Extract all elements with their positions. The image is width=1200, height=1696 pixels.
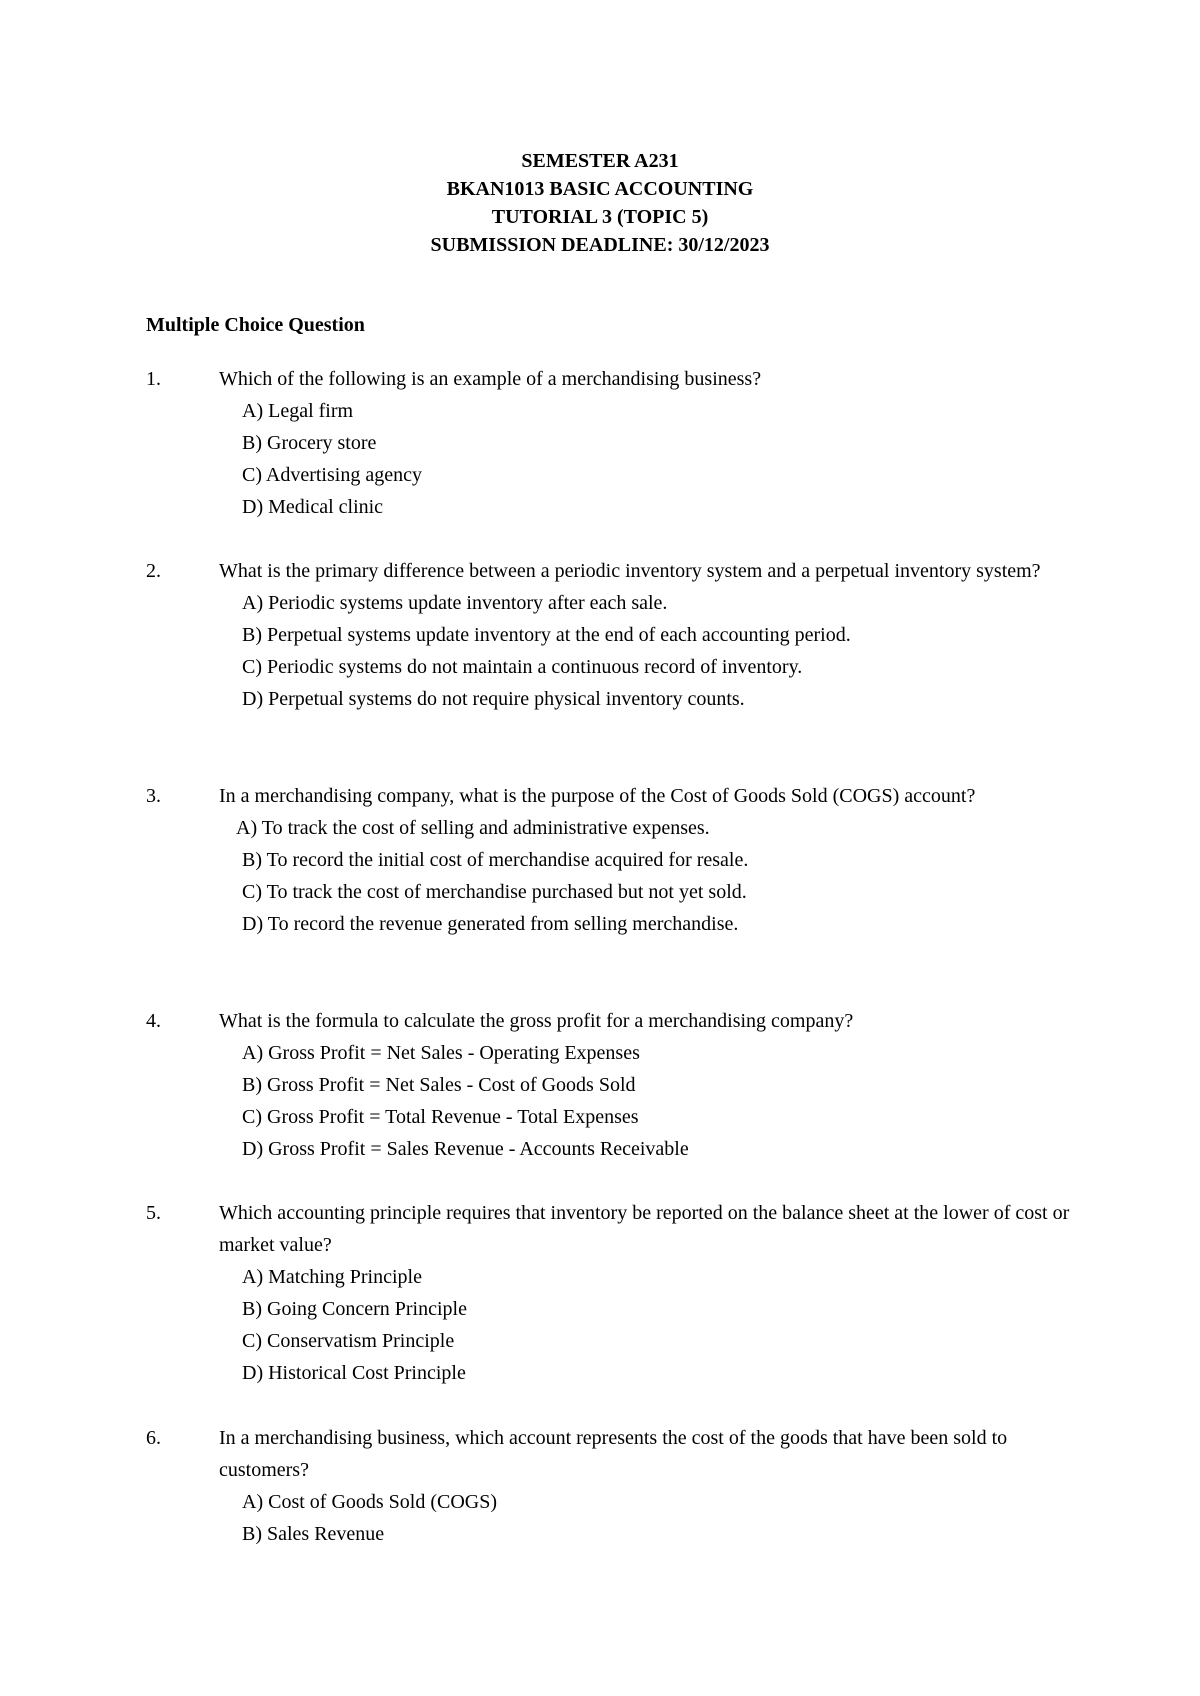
question-text: In a merchandising company, what is the purpose of the Cost of Goods Sold (COGS) account? — [219, 785, 976, 807]
option-a: A) Legal firm — [242, 400, 354, 422]
question-3 — [146, 780, 1086, 940]
option-b: B) Sales Revenue — [242, 1523, 385, 1545]
document-header — [0, 147, 1200, 259]
option-c: C) Gross Profit = Total Revenue - Total Expenses — [242, 1106, 639, 1128]
option-b: B) Grocery store — [242, 432, 377, 454]
option-b: B) To record the initial cost of merchandise acquired for resale. — [242, 849, 749, 871]
section-title: Multiple Choice Question — [146, 314, 365, 336]
question-text: Which accounting principle requires that inventory be reported on the balance sheet at the lower of cost or market value? — [219, 1202, 1070, 1256]
option-d: D) Gross Profit = Sales Revenue - Accounts Receivable — [242, 1138, 689, 1160]
question-number: 3. — [146, 785, 161, 807]
question-6 — [146, 1422, 1086, 1550]
option-c: C) Advertising agency — [242, 464, 422, 486]
deadline-line: SUBMISSION DEADLINE: 30/12/2023 — [430, 234, 770, 256]
option-a: A) Cost of Goods Sold (COGS) — [242, 1491, 498, 1513]
option-b: B) Perpetual systems update inventory at the end of each accounting period. — [242, 624, 851, 646]
option-a: A) Periodic systems update inventory after each sale. — [242, 592, 668, 614]
option-d: D) Historical Cost Principle — [242, 1362, 466, 1384]
question-number: 5. — [146, 1202, 161, 1224]
question-text: Which of the following is an example of a merchandising business? — [219, 368, 762, 390]
question-number: 6. — [146, 1427, 161, 1449]
option-c: C) Periodic systems do not maintain a continuous record of inventory. — [242, 656, 803, 678]
semester-line: SEMESTER A231 — [521, 150, 679, 172]
question-number: 4. — [146, 1010, 161, 1032]
option-a: A) Matching Principle — [242, 1266, 422, 1288]
question-text: What is the formula to calculate the gross profit for a merchandising company? — [219, 1010, 854, 1032]
tutorial-line: TUTORIAL 3 (TOPIC 5) — [491, 206, 709, 228]
option-d: D) To record the revenue generated from selling merchandise. — [242, 913, 739, 935]
question-number: 1. — [146, 368, 161, 390]
course-line: BKAN1013 BASIC ACCOUNTING — [446, 178, 754, 200]
question-text: In a merchandising business, which account represents the cost of the goods that have been sold to customers? — [219, 1427, 1008, 1481]
question-2 — [146, 555, 1086, 715]
option-b: B) Gross Profit = Net Sales - Cost of Goods Sold — [242, 1074, 636, 1096]
question-number: 2. — [146, 560, 161, 582]
option-c: C) Conservatism Principle — [242, 1330, 455, 1352]
option-b: B) Going Concern Principle — [242, 1298, 467, 1320]
option-a: A) To track the cost of selling and administrative expenses. — [236, 817, 710, 839]
question-1 — [146, 363, 1086, 523]
option-a: A) Gross Profit = Net Sales - Operating Expenses — [242, 1042, 640, 1064]
option-c: C) To track the cost of merchandise purchased but not yet sold. — [242, 881, 747, 903]
question-4 — [146, 1005, 1086, 1165]
question-text: What is the primary difference between a periodic inventory system and a perpetual inventory system? — [219, 560, 1041, 582]
question-5 — [146, 1197, 1086, 1389]
option-d: D) Medical clinic — [242, 496, 384, 518]
option-d: D) Perpetual systems do not require physical inventory counts. — [242, 688, 745, 710]
